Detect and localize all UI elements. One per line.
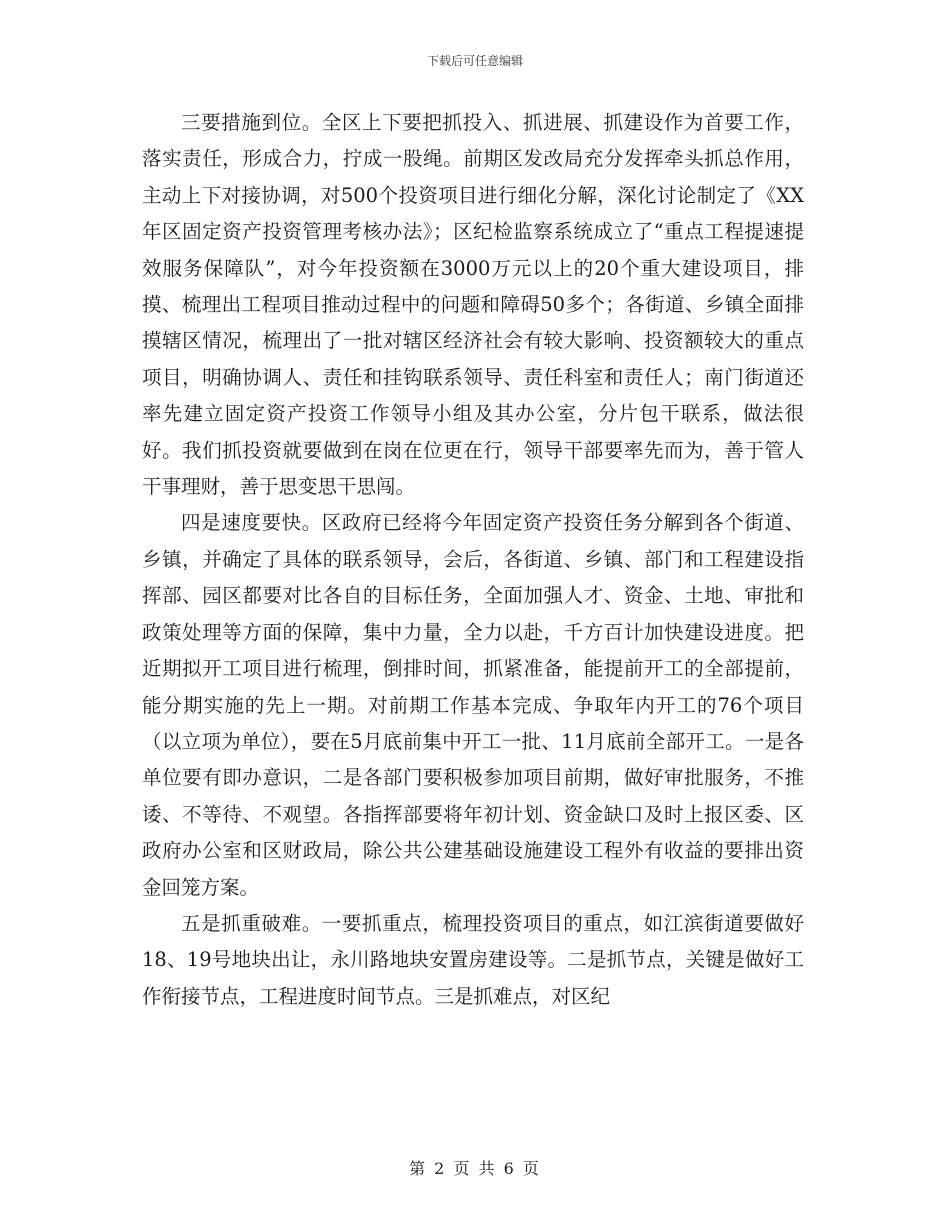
paragraph-measures: 三要措施到位。全区上下要把抓投入、抓进展、抓建设作为首要工作，落实责任，形成合力，拧成一股绳。前期区发改局充分发挥牵头抓总作用，主动上下对接协调，对500个投资项目进行细化分解，深化讨论制定了《XX年区固定资产投资管理考核办法》；区纪检监察系统成立了“重点工程提速提效服务保障队”，对今年投资额在3000万元以上的20个重大建设项目，排摸、梳理出工程项目推动过程中的问题和障碍50多个；各街道、乡镇全面排摸辖区情况，梳理出了一批对辖区经济社会有较大影响、投资额较大的重点项目，明确协调人、责任和挂钩联系领导、责任科室和责任人；南门街道还率先建立固定资产投资工作领导小组及其办公室，分片包干联系，做法很好。我们抓投资就要做到在岗在位更在行，领导干部要率先而为，善于管人干事理财，善于思变思干思闯。 — [142, 111, 804, 499]
page-header: 下载后可任意编辑 — [426, 54, 523, 68]
document-body — [142, 105, 804, 1015]
paragraph-key-difficulties: 五是抓重破难。一要抓重点，梳理投资项目的重点，如江滨街道要做好18、19号地块出让，永川路地块安置房建设等。二是抓节点，关键是做好工作衔接节点，工程进度时间节点。三是抓难点，对区纪 — [142, 911, 804, 1008]
page-footer: 第 2 页 共 6 页 — [409, 1159, 541, 1178]
paragraph-speed: 四是速度要快。区政府已经将今年固定资产投资任务分解到各个街道、乡镇，并确定了具体的联系领导，会后，各街道、乡镇、部门和工程建设指挥部、园区都要对比各自的目标任务，全面加强人才、资金、土地、审批和政策处理等方面的保障，集中力量，全力以赴，千方百计加快建设进度。把近期拟开工项目进行梳理，倒排时间，抓紧准备，能提前开工的全部提前，能分期实施的先上一期。对前期工作基本完成、争取年内开工的76个项目（以立项为单位），要在5月底前集中开工一批、11月底前全部开工。一是各单位要有即办意识，二是各部门要积极参加项目前期，做好审批服务，不推诿、不等待、不观望。各指挥部要将年初计划、资金缺口及时上报区委、区政府办公室和区财政局，除公共公建基础设施建设工程外有收益的要排出资金回笼方案。 — [142, 511, 804, 899]
